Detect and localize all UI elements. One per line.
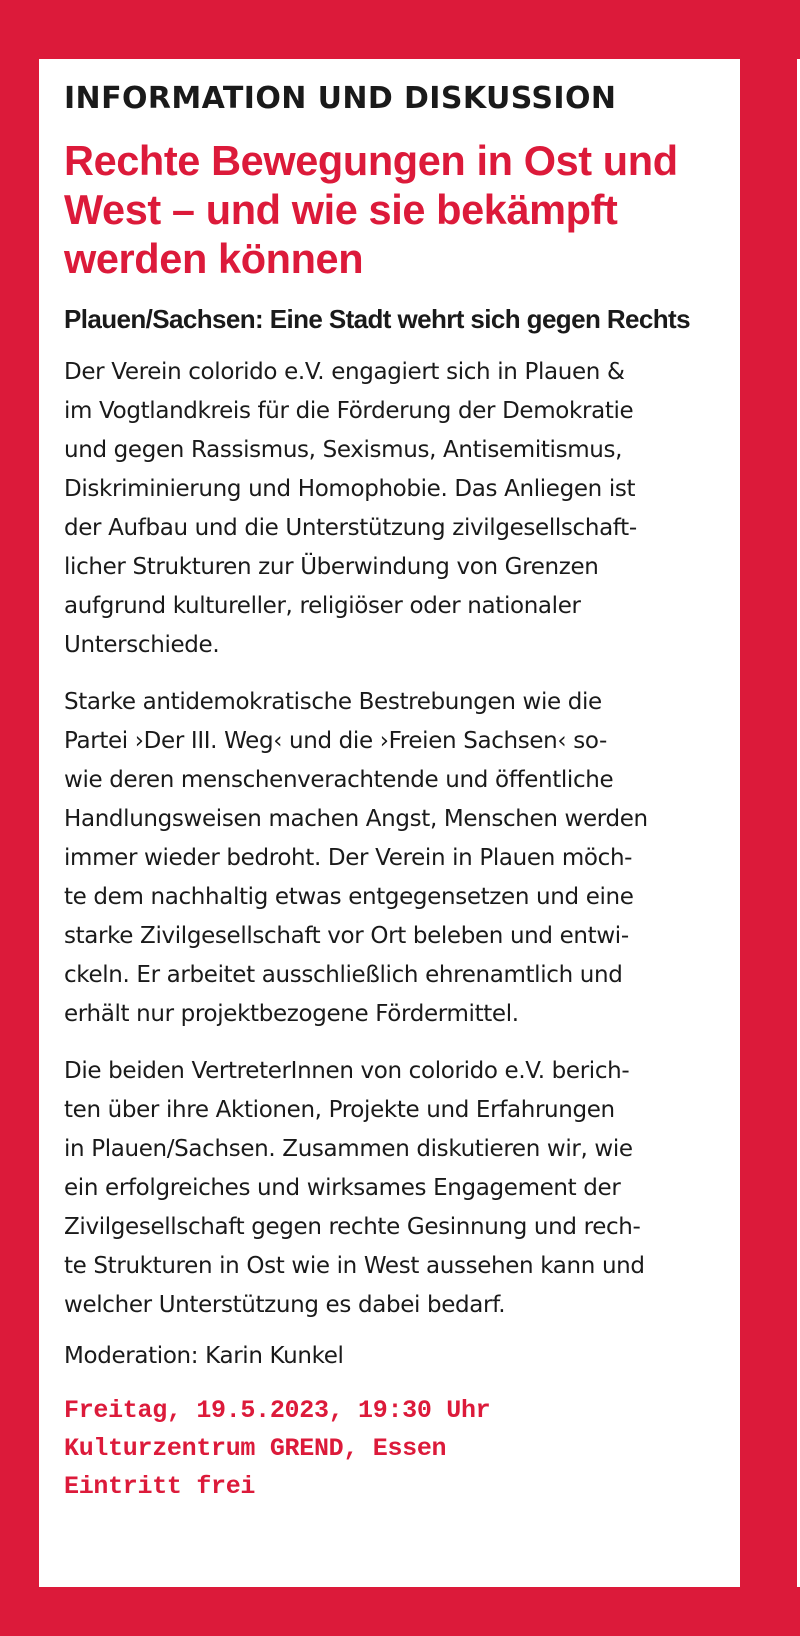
text-line: Die beiden VertreterInnen von colorido e.V. berich-: [64, 1058, 630, 1084]
text-line: Starke antidemokratische Bestrebungen wie die: [64, 689, 602, 715]
text-line: te dem nachhaltig etwas entgegensetzen und eine: [64, 884, 634, 910]
event-admission: Eintritt frei: [64, 1472, 256, 1501]
text-line: Diskriminierung und Homophobie. Das Anliegen ist: [64, 476, 636, 502]
text-line: Partei ›Der III. Weg‹ und die ›Freien Sachsen‹ so-: [64, 728, 607, 754]
event-date-time: Freitag, 19.5.2023, 19:30 Uhr: [64, 1396, 491, 1425]
headline-line: werden können: [64, 235, 364, 282]
text-line: im Vogtlandkreis für die Förderung der Demokratie: [64, 398, 634, 424]
text-line: Der Verein colorido e.V. engagiert sich in Plauen &: [64, 359, 625, 385]
text-line: Zivilgesellschaft gegen rechte Gesinnung und rech-: [64, 1214, 641, 1240]
text-line: welcher Unterstützung es dabei bedarf.: [64, 1292, 506, 1318]
headline-line: West – und wie sie bekämpft: [64, 186, 618, 233]
text-line: Unterschiede.: [64, 632, 220, 658]
headline: [64, 136, 720, 283]
headline-line: Rechte Bewegungen in Ost und: [64, 137, 678, 184]
moderation: Moderation: Karin Kunkel: [64, 1343, 344, 1369]
paragraph-intro: [64, 353, 720, 665]
subtitle: Plauen/Sachsen: Eine Stadt wehrt sich gegen Rechts: [64, 304, 690, 334]
text-line: und gegen Rassismus, Sexismus, Antisemitismus,: [64, 437, 623, 463]
text-line: Handlungsweisen machen Angst, Menschen werden: [64, 806, 648, 832]
text-line: licher Strukturen zur Überwindung von Grenzen: [64, 554, 599, 580]
event-venue: Kulturzentrum GREND, Essen: [64, 1434, 447, 1463]
event-info: [64, 1392, 720, 1506]
text-line: der Aufbau und die Unterstützung zivilgesellschaft-: [64, 515, 637, 541]
content-card: [39, 59, 740, 1587]
text-line: in Plauen/Sachsen. Zusammen diskutieren wir, wie: [64, 1136, 633, 1162]
text-line: ckeln. Er arbeitet ausschließlich ehrenamtlich und: [64, 962, 623, 988]
text-line: ein erfolgreiches und wirksames Engagement der: [64, 1175, 621, 1201]
text-line: erhält nur projektbezogene Fördermittel.: [64, 1001, 519, 1027]
text-line: wie deren menschenverachtende und öffentliche: [64, 767, 614, 793]
paragraph-threats: [64, 683, 720, 1034]
paragraph-discussion: [64, 1052, 720, 1325]
text-line: starke Zivilgesellschaft vor Ort beleben und entwi-: [64, 923, 629, 949]
text-line: ten über ihre Aktionen, Projekte und Erfahrungen: [64, 1097, 615, 1123]
text-line: te Strukturen in Ost wie in West aussehen kann und: [64, 1253, 645, 1279]
kicker: INFORMATION UND DISKUSSION: [64, 81, 617, 116]
text-line: aufgrund kultureller, religiöser oder nationaler: [64, 593, 581, 619]
text-line: immer wieder bedroht. Der Verein in Plauen möch-: [64, 845, 633, 871]
